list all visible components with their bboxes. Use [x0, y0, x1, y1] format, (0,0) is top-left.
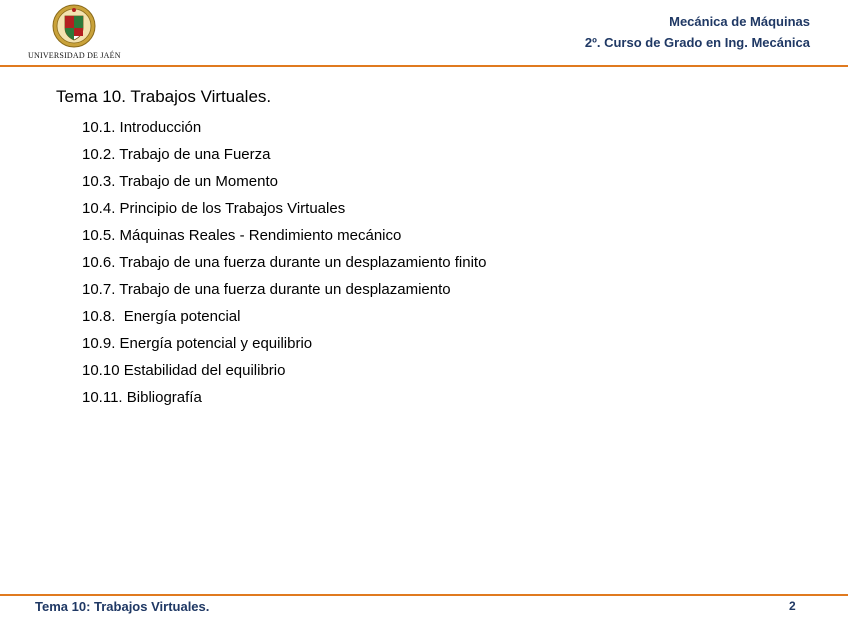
header-divider [0, 65, 848, 67]
course-title: Mecánica de Máquinas [669, 14, 810, 29]
page-number: 2 [789, 599, 796, 613]
university-seal-icon [52, 4, 96, 48]
toc-item: 10.3. Trabajo de un Momento [82, 173, 278, 190]
toc-item: 10.11. Bibliografía [82, 389, 202, 406]
footer-divider [0, 594, 848, 596]
toc-item: 10.5. Máquinas Reales - Rendimiento mecánico [82, 227, 402, 244]
course-header [585, 11, 810, 53]
footer-topic: Tema 10: Trabajos Virtuales. [35, 599, 210, 614]
slide-title: Tema 10. Trabajos Virtuales. [56, 87, 272, 106]
toc-item: 10.4. Principio de los Trabajos Virtuales [82, 200, 346, 217]
table-of-contents [82, 114, 486, 411]
course-subtitle: 2º. Curso de Grado en Ing. Mecánica [584, 35, 810, 50]
toc-item: 10.9. Energía potencial y equilibrio [82, 335, 313, 352]
university-name: UNIVERSIDAD DE JAÉN [28, 51, 121, 60]
toc-item: 10.2. Trabajo de una Fuerza [82, 146, 271, 163]
toc-item: 10.7. Trabajo de una fuerza durante un desplazamiento [82, 281, 451, 298]
toc-item: 10.6. Trabajo de una fuerza durante un desplazamiento finito [82, 254, 487, 271]
toc-item: 10.10 Estabilidad del equilibrio [82, 362, 286, 379]
toc-item: 10.8. Energía potencial [82, 308, 241, 325]
university-logo [28, 4, 120, 62]
toc-item: 10.1. Introducción [82, 119, 202, 136]
